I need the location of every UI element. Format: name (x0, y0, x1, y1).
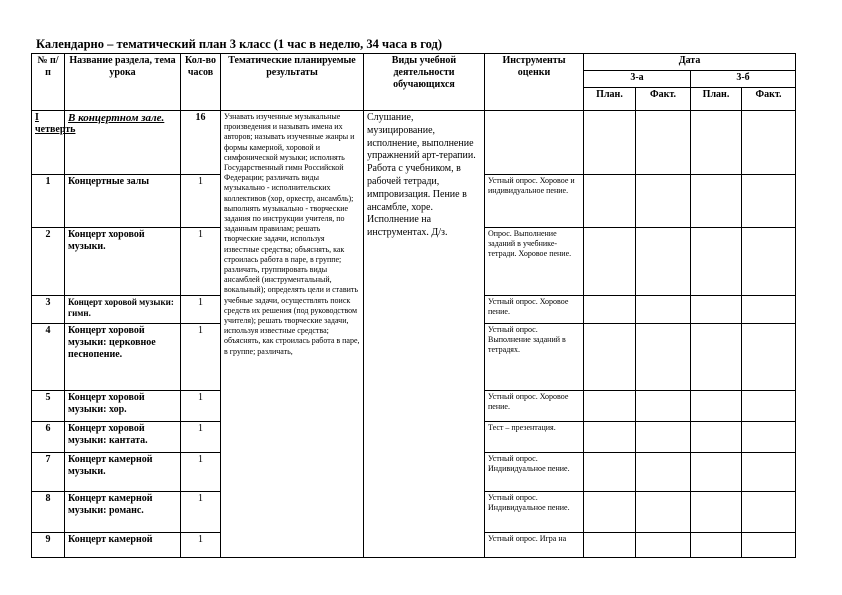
row-hours: 1 (181, 391, 221, 422)
row-hours: 1 (181, 296, 221, 324)
header-plan-a: План. (584, 88, 636, 111)
header-hours: Кол-во часов (181, 54, 221, 111)
section-title: В концертном зале. (68, 112, 165, 124)
header-fact-a: Факт. (636, 88, 691, 111)
section-quarter: I четверть (32, 111, 65, 175)
row-topic: Концерт хоровой музыки: гимн. (65, 296, 181, 324)
row-topic: Концерт хоровой музыки: церковное песнопение. (65, 324, 181, 391)
row-assessment: Устный опрос. Хоровое и индивидуальное пение. (485, 175, 584, 228)
row-hours: 1 (181, 453, 221, 492)
row-topic: Концерт камерной музыки. (65, 453, 181, 492)
section-title-cell (65, 111, 181, 175)
header-assessment: Инструменты оценки (485, 54, 584, 111)
header-date: Дата (584, 54, 796, 71)
row-assessment: Устный опрос. Индивидуальное пение. (485, 453, 584, 492)
row-topic: Концерт хоровой музыки: кантата. (65, 422, 181, 453)
row-hours: 1 (181, 492, 221, 533)
row-topic: Концерт хоровой музыки. (65, 228, 181, 296)
row-num: 3 (32, 296, 65, 324)
row-assessment: Устный опрос. Игра на (485, 533, 584, 558)
row-topic: Концерт хоровой музыки: хор. (65, 391, 181, 422)
row-num: 9 (32, 533, 65, 558)
header-class-b: 3-б (691, 71, 796, 88)
row-topic: Концерт камерной (65, 533, 181, 558)
row-assessment: Устный опрос. Хоровое пение. (485, 391, 584, 422)
row-hours: 1 (181, 175, 221, 228)
row-num: 2 (32, 228, 65, 296)
row-topic: Концерт камерной музыки: романс. (65, 492, 181, 533)
row-assessment: Опрос. Выполнение заданий в учебнике-тетради. Хоровое пение. (485, 228, 584, 296)
row-num: 4 (32, 324, 65, 391)
section-hours: 16 (181, 111, 221, 175)
header-num: № п/п (32, 54, 65, 111)
thematic-plan-table (31, 53, 796, 558)
row-num: 7 (32, 453, 65, 492)
planned-results: Узнавать изученные музыкальные произведения и называть имена их авторов; называть изученные жанры и формы камерной, хоровой и симфонической музыки; исполнять Государственный гимн Российской Федерации; различать виды музыкально - исполнительских коллективов (хор, оркестр, ансамбль); выполнять музыкально - творческие задания по инструкции учителя, по заданным правилам; решать творческие задачи, используя известные средства; объяснять, как строилась работа в паре, в группе; различать, группировать виды ансамблей (инструментальный, вокальный); определять цели и ставить учебные задачи, осуществлять поиск средств их решения (под руководством учителя); решать творческие задачи, используя известные средства; объяснять, как строилась работа в паре, в группе; различать, (221, 111, 364, 558)
row-hours: 1 (181, 533, 221, 558)
row-hours: 1 (181, 422, 221, 453)
row-num: 5 (32, 391, 65, 422)
row-assessment: Устный опрос. Выполнение заданий в тетрадях. (485, 324, 584, 391)
row-num: 1 (32, 175, 65, 228)
header-plan-b: План. (691, 88, 742, 111)
row-assessment: Тест – презентация. (485, 422, 584, 453)
header-results: Тематические планируемые результаты (221, 54, 364, 111)
header-fact-b: Факт. (742, 88, 796, 111)
row-hours: 1 (181, 228, 221, 296)
row-num: 6 (32, 422, 65, 453)
header-topic: Название раздела, тема урока (65, 54, 181, 111)
row-num: 8 (32, 492, 65, 533)
row-assessment: Устный опрос. Индивидуальное пение. (485, 492, 584, 533)
header-activities: Виды учебной деятельности обучающихся (364, 54, 485, 111)
row-hours: 1 (181, 324, 221, 391)
header-class-a: 3-а (584, 71, 691, 88)
row-topic: Концертные залы (65, 175, 181, 228)
learning-activities: Слушание, музицирование, исполнение, выполнение упражнений арт-терапии. Работа с учебником, в рабочей тетради, импровизация. Пение в ансамбле, хоре. Исполнение на инструментах. Д/з. (364, 111, 485, 558)
page-title: Календарно – тематический план 3 класс (1 час в неделю, 34 часа в год) (36, 37, 443, 51)
row-assessment: Устный опрос. Хоровое пение. (485, 296, 584, 324)
